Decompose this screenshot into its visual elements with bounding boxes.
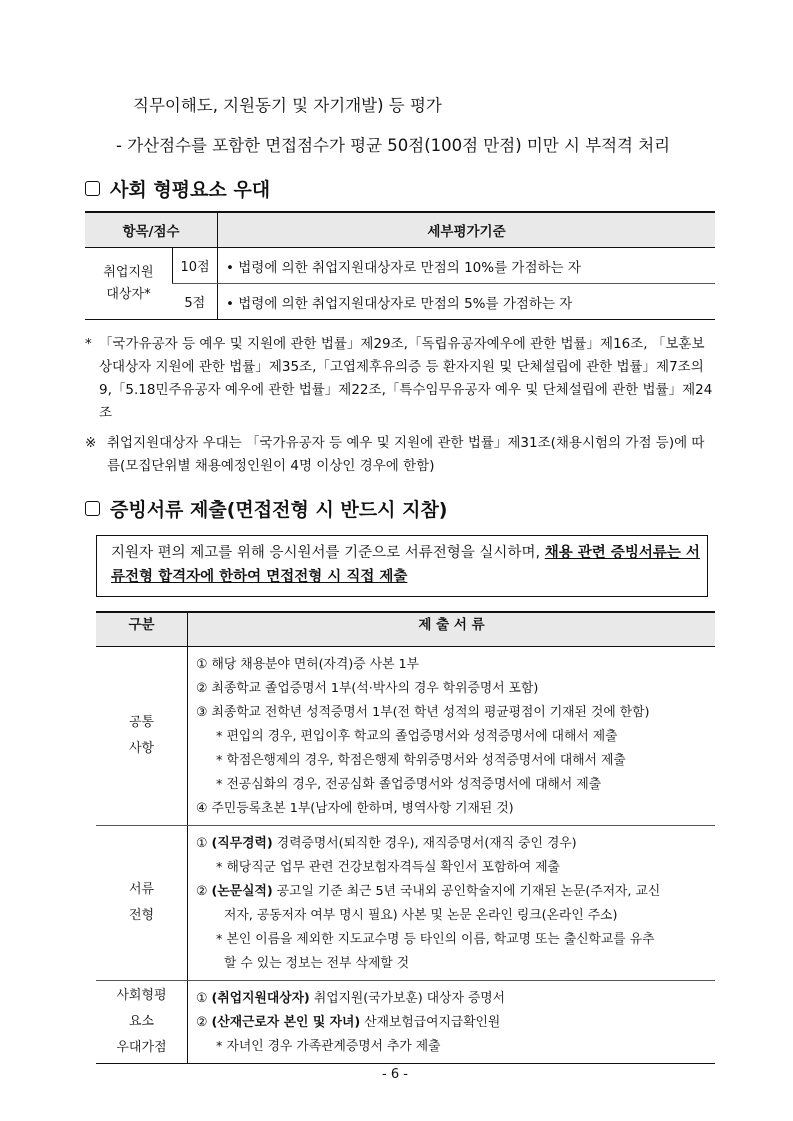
document-item (196, 952, 715, 976)
category-cell: 공통 사항 (96, 647, 188, 826)
document-item (196, 725, 715, 749)
item-bold-label: (산재근로자 본인 및 자녀) (211, 1015, 361, 1030)
document-item (196, 677, 715, 701)
criteria-cell: • 법령에 의한 취업지원대상자로 만점의 5%를 가점하는 자 (218, 284, 716, 320)
item-text: * 해당직군 업무 관련 건강보험자격득실 확인서 포함하여 제출 (216, 860, 560, 875)
section-title: 증빙서류 제출(면접전형 시 반드시 지참) (110, 499, 448, 521)
equity-score-table (85, 211, 715, 320)
item-text: ④ 주민등록초본 1부(남자에 한하며, 병역사항 기재된 것) (196, 801, 514, 816)
document-item (196, 987, 715, 1011)
intro-line-2: - 가산점수를 포함한 면접점수가 평균 50점(100점 만점) 미만 시 부적격 처리 (116, 136, 671, 155)
item-text: 산재보험급여지급확인원 (360, 1015, 501, 1030)
category-cell: 서류 전형 (96, 826, 188, 981)
law-footnote (85, 333, 715, 425)
footnote-mark: * (85, 336, 92, 352)
section-heading-social-equity (85, 175, 270, 202)
document-item (196, 701, 715, 725)
table-row (96, 826, 715, 981)
table-row (96, 981, 715, 1064)
category-cell: 사회형평 요소 우대가점 (116, 988, 167, 1055)
header-documents: 제 출 서 류 (188, 612, 716, 647)
item-number: ① (196, 991, 212, 1006)
item-number: ② (196, 1015, 212, 1030)
item-text: * 본인 이름을 제외한 지도교수명 등 타인의 이름, 학교명 또는 출신학교를 유추 (216, 932, 655, 947)
document-item (196, 1035, 715, 1059)
documents-cell (188, 647, 716, 826)
item-text: ③ 최종학교 전학년 성적증명서 1부(전 학년 성적의 평균평점이 기재된 것에 한함) (196, 705, 650, 720)
document-item (196, 832, 715, 856)
document-item (196, 880, 715, 904)
footnote-text: 「국가유공자 등 예우 및 지원에 관한 법률」제29조,「독립유공자예우에 관한 법률」제16조, 「보훈보상대상자 지원에 관한 법률」제35조,「고엽제후유의증 등 환자지원 및 단체설립에 관한 법률」제7조의9,「5.18민주유공자 예우에 관한 법률」제22조,「특수임무유공자 예우 및 단체설립에 관한 법률」제24조 (99, 336, 713, 421)
item-text: 공고일 기준 최근 5년 국내외 공인학술지에 기재된 논문(주저자, 교신 (272, 884, 661, 899)
item-text: 할 수 있는 정보는 전부 삭제할 것 (224, 956, 410, 971)
document-item (196, 904, 715, 928)
item-text: ① 해당 채용분야 면허(자격)증 사본 1부 (196, 657, 420, 672)
points-cell: 10점 (173, 248, 218, 284)
item-bold-label: (논문실적) (211, 884, 273, 899)
document-item (196, 773, 715, 797)
item-text: * 편입의 경우, 편입이후 학교의 졸업증명서와 성적증명서에 대해서 제출 (216, 729, 618, 744)
header-criteria: 세부평가기준 (218, 212, 716, 248)
remark-note (85, 432, 715, 478)
documents-callout (96, 535, 708, 597)
item-text: * 전공심화의 경우, 전공심화 졸업증명서와 성적증명서에 대해서 제출 (216, 777, 602, 792)
documents-cell (188, 826, 716, 981)
header-item-score: 항목/점수 (85, 212, 218, 248)
item-text: * 자녀인 경우 가족관계증명서 추가 제출 (216, 1039, 441, 1054)
item-number: ② (196, 884, 212, 899)
criteria-cell: • 법령에 의한 취업지원대상자로 만점의 10%를 가점하는 자 (218, 248, 716, 284)
remark-text: 취업지원대상자 우대는 「국가유공자 등 예우 및 지원에 관한 법률」제31조(채용시험의 가점 등)에 따름(모집단위별 채용예정인원이 4명 이상인 경우에 한함) (107, 435, 705, 474)
document-item (196, 653, 715, 677)
item-number: ① (196, 836, 212, 851)
checkbox-square-icon (85, 181, 100, 196)
page-number: - 6 - (382, 1067, 408, 1082)
intro-line-1: 직무이해도, 지원동기 및 자기개발) 등 평가 (133, 96, 442, 115)
item-bold-label: (직무경력) (211, 836, 273, 851)
header-category: 구분 (96, 612, 188, 647)
item-text: 취업지원(국가보훈) 대상자 증명서 (309, 991, 506, 1006)
table-row (96, 647, 715, 826)
points-cell: 5점 (184, 296, 206, 311)
section-title: 사회 형평요소 우대 (110, 179, 271, 201)
item-bold-label: (취업지원대상자) (211, 991, 310, 1006)
category-cell: 취업지원 대상자* (103, 264, 154, 302)
callout-text: 지원자 편의 제고를 위해 응시원서를 기준으로 서류전형을 실시하며, (111, 545, 545, 561)
document-item (196, 928, 715, 952)
checkbox-square-icon (85, 501, 100, 516)
remark-mark: ※ (85, 435, 97, 451)
document-item (196, 797, 715, 821)
document-item (196, 1011, 715, 1035)
documents-table (96, 611, 715, 1064)
item-text: * 학점은행제의 경우, 학점은행제 학위증명서와 성적증명서에 대해서 제출 (216, 753, 626, 768)
document-item (196, 749, 715, 773)
item-text: ② 최종학교 졸업증명서 1부(석·박사의 경우 학위증명서 포함) (196, 681, 539, 696)
item-text: 저자, 공동저자 여부 명시 필요) 사본 및 논문 온라인 링크(온라인 주소) (224, 908, 618, 923)
item-text: 경력증명서(퇴직한 경우), 재직증명서(재직 중인 경우) (272, 836, 577, 851)
section-heading-documents (85, 495, 448, 522)
documents-cell (188, 981, 716, 1064)
callout-emphasis: 채용 관련 증빙서류는 서류전형 합격자에 한하여 면접전형 시 직접 제출 (111, 545, 700, 585)
document-item (196, 856, 715, 880)
